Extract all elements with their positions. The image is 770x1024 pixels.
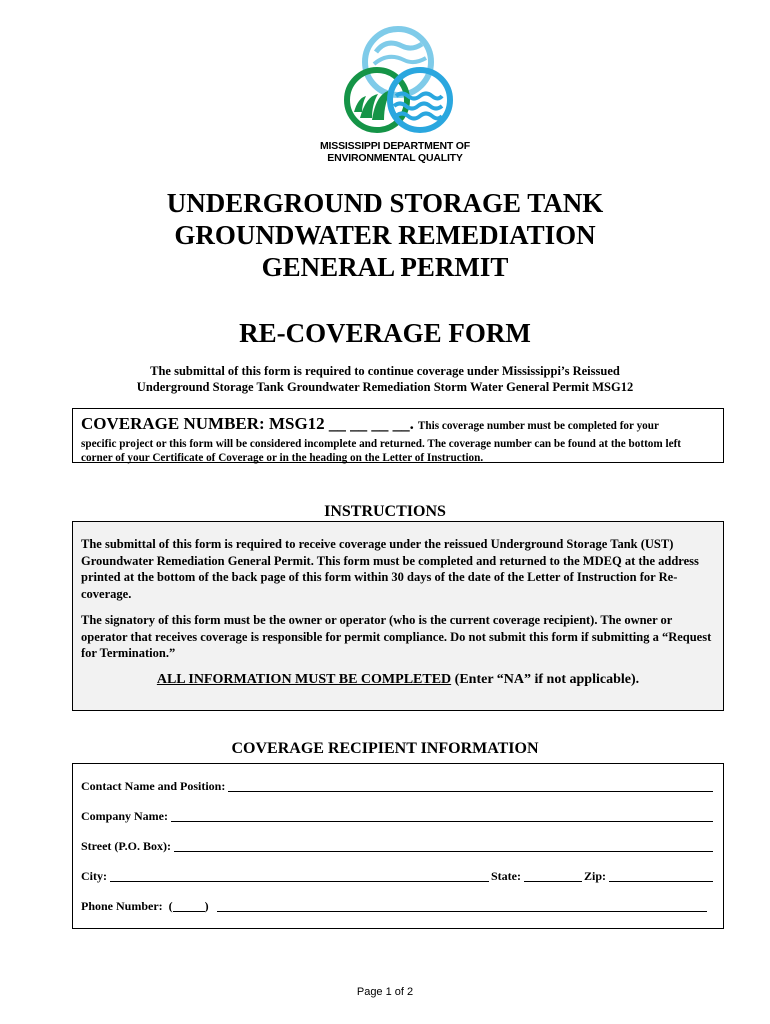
coverage-note: specific project or this form will be considered incomplete and returned. The coverage number can be found at the bottom left corner of your Certificate of Coverage or in the heading on the Letter of Instruction. <box>81 438 682 464</box>
contact-label: Contact Name and Position: <box>81 779 226 793</box>
coverage-number-field[interactable]: COVERAGE NUMBER: MSG12 __ __ __ __. <box>81 414 414 433</box>
form-subtitle: RE-COVERAGE FORM <box>239 318 531 348</box>
contact-name-field[interactable] <box>228 779 713 792</box>
document-title <box>0 187 770 283</box>
phone-label: Phone Number: <box>81 899 163 913</box>
zip-field[interactable] <box>609 869 713 882</box>
completion-notice-rest: (Enter “NA” if not applicable). <box>451 671 640 687</box>
zip-label: Zip: <box>583 869 606 883</box>
instructions-paragraph-2: The signatory of this form must be the owner or operator (who is the current coverage recipient). The owner or operator that receives coverage is responsible for permit compliance. Do not submit this form if submitting a “Request for Termination.” <box>81 613 712 660</box>
phone-close-paren: ) <box>204 899 209 913</box>
completion-notice-emphasis: ALL INFORMATION MUST BE COMPLETED <box>156 671 452 687</box>
instructions-heading: INSTRUCTIONS <box>324 503 446 520</box>
street-label: Street (P.O. Box): <box>81 839 171 853</box>
intro-text <box>0 363 770 395</box>
title-line-3: GENERAL PERMIT <box>261 252 509 282</box>
recipient-heading: COVERAGE RECIPIENT INFORMATION <box>231 740 539 757</box>
city-label: City: <box>81 869 107 883</box>
mdeq-logo <box>300 22 490 172</box>
completion-notice <box>81 672 715 689</box>
coverage-number-box <box>72 408 724 463</box>
phone-number-field[interactable] <box>217 899 707 912</box>
page-number: Page 1 of 2 <box>356 986 414 998</box>
agency-line-1: MISSISSIPPI DEPARTMENT OF <box>320 140 470 152</box>
company-label: Company Name: <box>81 809 168 823</box>
agency-line-2: ENVIRONMENTAL QUALITY <box>327 152 463 164</box>
instructions-paragraph-1: The submittal of this form is required to receive coverage under the reissued Underground Storage Tank (UST) Groundwater Remediation General Permit. This form must be completed and returned to the MDEQ at the address printed at the bottom of the back page of this form within 30 days of the date of the Letter of Instruction for Re-coverage. <box>81 537 699 601</box>
title-line-2: GROUNDWATER REMEDIATION <box>174 220 596 250</box>
intro-line-2: Underground Storage Tank Groundwater Remediation Storm Water General Permit MSG12 <box>136 380 634 394</box>
phone-open-paren: ( <box>168 899 173 913</box>
title-line-1: UNDERGROUND STORAGE TANK <box>166 188 604 218</box>
company-name-field[interactable] <box>171 809 713 822</box>
intro-line-1: The submittal of this form is required to continue coverage under Mississippi’s Reissued <box>150 364 620 378</box>
area-code-field[interactable] <box>173 899 205 912</box>
city-field[interactable] <box>110 869 489 882</box>
state-label: State: <box>490 869 521 883</box>
recipient-info-box <box>72 763 724 929</box>
instructions-box <box>72 521 724 711</box>
agency-name <box>300 140 490 164</box>
mdeq-logo-icon <box>332 22 458 140</box>
coverage-note-inline: This coverage number must be completed for your <box>417 420 659 432</box>
state-field[interactable] <box>524 869 582 882</box>
street-field[interactable] <box>174 839 713 852</box>
